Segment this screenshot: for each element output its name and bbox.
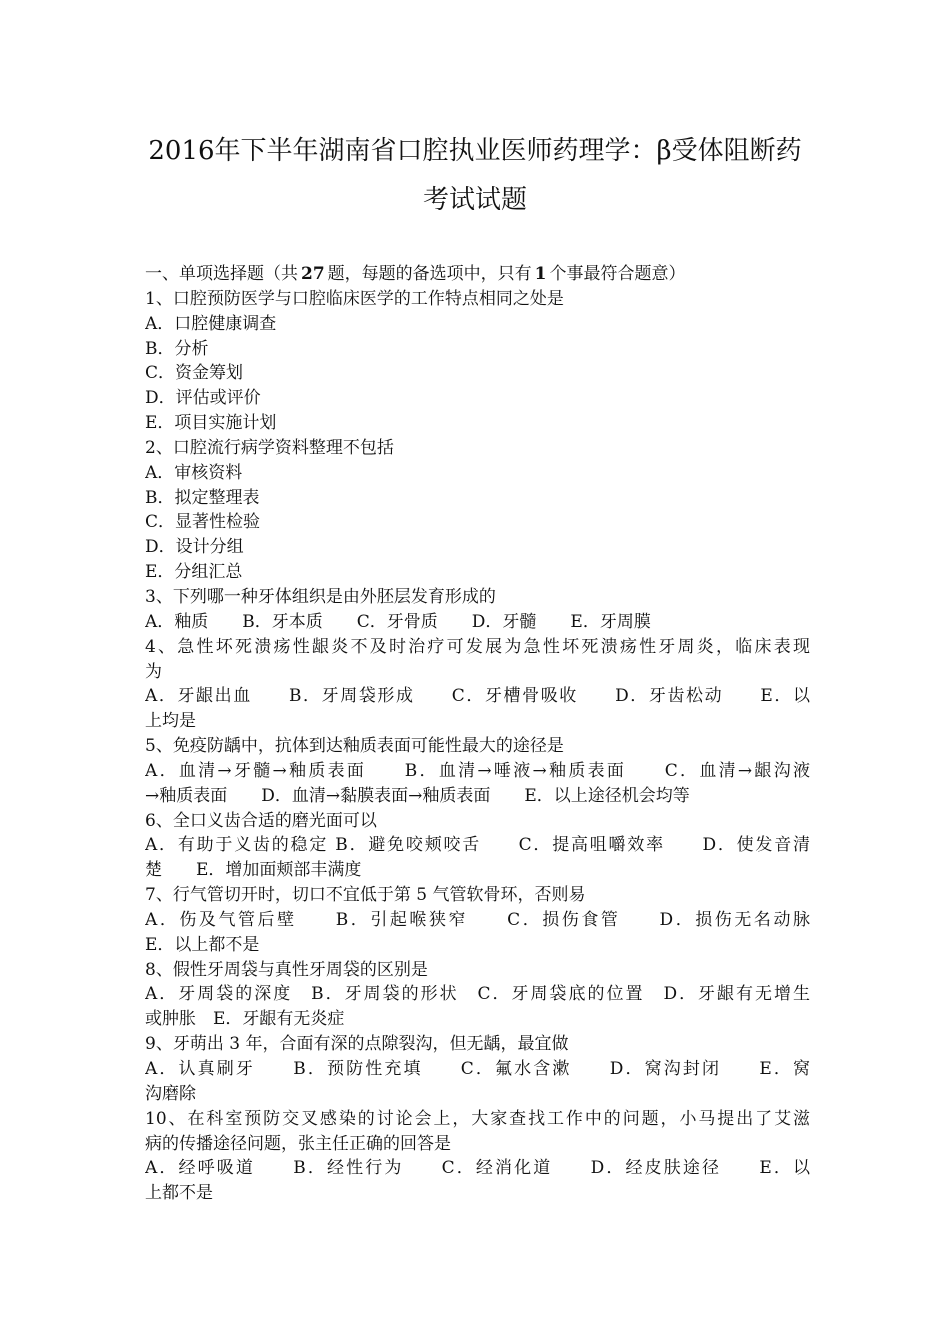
section-heading [145, 262, 810, 287]
question-1-option-a: A．口腔健康调查 [145, 313, 277, 334]
question-9: 9、牙萌出 3 年，合面有深的点隙裂沟，但无龋，最宜做 [145, 1034, 569, 1055]
question-2-option-a: A．审核资料 [145, 462, 243, 483]
document-title-line-1: 2016年下半年湖南省口腔执业医师药理学：β受体阻断药 [148, 136, 802, 166]
question-count: 27 [301, 264, 325, 284]
question-2: 2、口腔流行病学资料整理不包括 [145, 437, 394, 458]
question-6-options-continuation: 楚 E．增加面颊部丰满度 [145, 860, 362, 881]
correct-option-count: 1 [534, 264, 547, 284]
question-7: 7、行气管切开时，切口不宜低于第 5 气管软骨环，否则易 [145, 885, 586, 906]
question-6-options: A．有助于义齿的稳定 B．避免咬颊咬舌 C．提高咀嚼效率 D．使发音清 [145, 835, 810, 856]
question-6: 6、全口义齿合适的磨光面可以 [145, 810, 377, 831]
question-7-options-continuation: E．以上都不是 [145, 934, 260, 955]
question-8: 8、假性牙周袋与真性牙周袋的区别是 [145, 959, 428, 980]
question-3: 3、下列哪一种牙体组织是由外胚层发育形成的 [145, 586, 496, 607]
question-3-options: A．釉质 B．牙本质 C．牙骨质 D．牙髓 E．牙周膜 [145, 611, 651, 632]
section-heading-middle: 题，每题的备选项中，只有 [327, 264, 532, 284]
question-1-option-d: D．评估或评价 [145, 388, 261, 409]
question-1: 1、口腔预防医学与口腔临床医学的工作特点相同之处是 [145, 288, 564, 309]
question-10-options-continuation: 上都不是 [145, 1183, 213, 1204]
document-title-line-2: 考试试题 [422, 185, 527, 215]
question-8-options: A．牙周袋的深度 B．牙周袋的形状 C．牙周袋底的位置 D．牙龈有无增生 [145, 984, 810, 1005]
document-content [145, 262, 810, 1206]
question-5-options: A．血清→牙髓→釉质表面 B．血清→唾液→釉质表面 C．血清→龈沟液 [145, 760, 810, 781]
question-4-options: A．牙龈出血 B．牙周袋形成 C．牙槽骨吸收 D．牙齿松动 E．以 [145, 686, 810, 707]
question-7-options: A．伤及气管后壁 B．引起喉狭窄 C．损伤食管 D．损伤无名动脉 [145, 909, 810, 930]
question-8-options-continuation: 或肿胀 E．牙龈有无炎症 [145, 1009, 345, 1030]
question-4-continuation: 为 [145, 661, 162, 682]
question-9-options: A．认真刷牙 B．预防性充填 C．氟水含漱 D．窝沟封闭 E．窝 [145, 1059, 810, 1079]
question-10-options: A．经呼吸道 B．经性行为 C．经消化道 D．经皮肤途径 E．以 [145, 1158, 810, 1179]
question-10-continuation: 病的传播途径问题，张主任正确的回答是 [145, 1133, 451, 1154]
question-2-option-d: D．设计分组 [145, 537, 244, 558]
question-10: 10、在科室预防交叉感染的讨论会上，大家查找工作中的问题，小马提出了艾滋 [145, 1108, 810, 1129]
question-1-option-c: C．资金筹划 [145, 363, 244, 384]
question-4: 4、急性坏死溃疡性龈炎不及时治疗可发展为急性坏死溃疡性牙周炎，临床表现 [145, 636, 810, 657]
section-heading-suffix: 个事最符合题意） [549, 264, 686, 284]
section-heading-prefix: 一、单项选择题（共 [145, 264, 298, 284]
question-2-option-e: E．分组汇总 [145, 562, 243, 583]
question-5-options-continuation: →釉质表面 D．血清→黏膜表面→釉质表面 E．以上途径机会均等 [145, 785, 690, 806]
question-2-option-c: C．显著性检验 [145, 512, 261, 533]
question-2-option-b: B．拟定整理表 [145, 487, 260, 508]
question-4-options-continuation: 上均是 [145, 711, 196, 732]
question-9-options-continuation: 沟磨除 [145, 1083, 196, 1104]
question-1-option-b: B．分析 [145, 338, 209, 359]
question-1-option-e: E．项目实施计划 [145, 413, 277, 434]
question-5: 5、免疫防龋中，抗体到达釉质表面可能性最大的途径是 [145, 736, 564, 757]
